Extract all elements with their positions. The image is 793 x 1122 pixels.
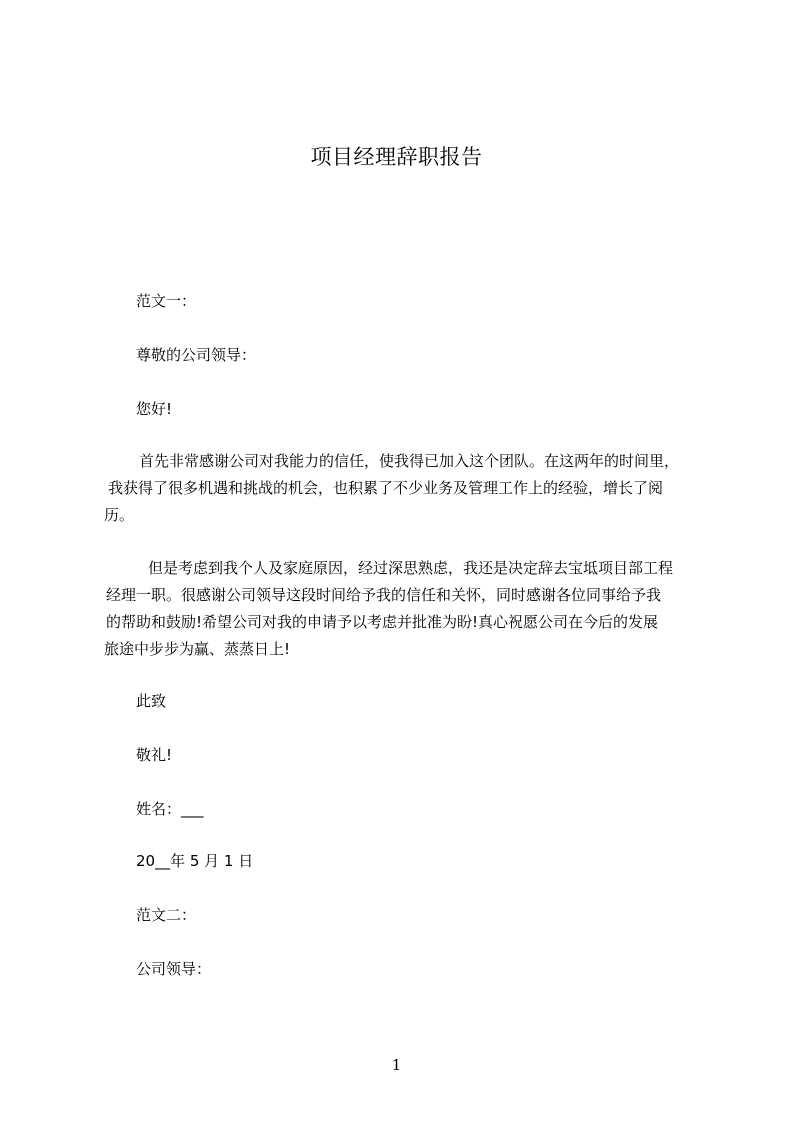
- document-title: 项目经理辞职报告: [310, 145, 483, 169]
- greeting: 您好!: [136, 400, 173, 418]
- paragraph-2-line: 经理一职。很感谢公司领导这段时间给予我的信任和关怀，同时感谢各位同事给予我: [106, 586, 662, 604]
- paragraph-1-line: 历。: [104, 506, 135, 524]
- paragraph-2-line: 旅途中步步为赢、蒸蒸日上!: [104, 640, 291, 658]
- paragraph-2-line: 但是考虑到我个人及家庭原因，经过深思熟虑，我还是决定辞去宝坻项目部工程: [148, 559, 674, 577]
- paragraph-2-line: 的帮助和鼓励!希望公司对我的申请予以考虑并批准为盼!真心祝愿公司在今后的发展: [106, 613, 659, 631]
- closing-ci-zhi: 此致: [136, 692, 167, 710]
- closing-jing-li: 敬礼!: [136, 746, 173, 764]
- salutation: 尊敬的公司领导：: [136, 346, 257, 364]
- name-line: 姓名：___: [136, 800, 204, 818]
- salutation-2: 公司领导：: [136, 960, 212, 978]
- page-number: 1: [391, 1056, 402, 1074]
- paragraph-1-line: 首先非常感谢公司对我能力的信任，使我得已加入这个团队。在这两年的时间里，: [139, 452, 680, 470]
- date-line: 20__年 5 月 1 日: [136, 852, 254, 870]
- sample1-heading: 范文一：: [136, 292, 197, 310]
- sample2-heading: 范文二：: [136, 906, 197, 924]
- paragraph-1-line: 我获得了很多机遇和挑战的机会，也积累了不少业务及管理工作上的经验，增长了阅: [108, 479, 664, 497]
